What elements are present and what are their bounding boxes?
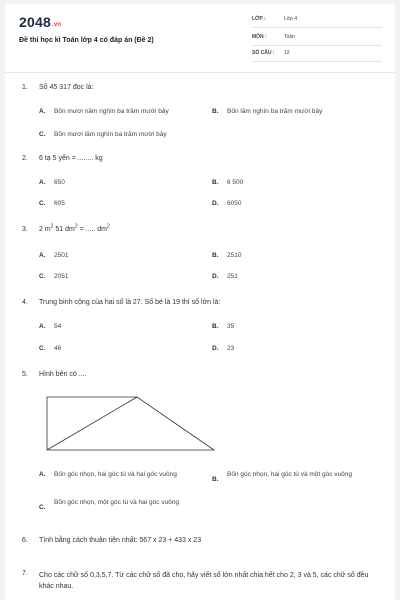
question-text: 2 $m^2$ 51 $dm^2$ = ..... $dm^2$ [39, 223, 110, 233]
question-6 [22, 537, 201, 544]
question-3 [22, 223, 110, 233]
question-2 [22, 155, 103, 162]
q3-option-b[interactable]: B. 2510 [212, 252, 242, 259]
question-4 [22, 299, 220, 306]
meta-subject-label: MÔN : [252, 34, 267, 40]
q1-option-c[interactable]: C. Bốn mươi lăm nghìn ba trăm mười bảy [39, 131, 167, 138]
question-number: 3. [22, 226, 28, 233]
exam-page [5, 4, 395, 600]
question-text: Hình bên có .... [39, 371, 87, 378]
page-title: Đề thi học kì Toán lớp 4 có đáp án (Đề 2) [19, 37, 154, 44]
q5-option-a[interactable]: A. Bốn góc nhọn, hai góc tù và hai góc vuông [39, 471, 177, 478]
meta-subject-row [252, 31, 382, 46]
q3-option-a[interactable]: A. 2501 [39, 252, 69, 259]
question-text: Trung bình cộng của hai số là 27. Số bé là 19 thì số lớn là: [39, 299, 221, 306]
q3-option-d[interactable]: D. 251 [212, 273, 238, 280]
q4-option-d[interactable]: D. 23 [212, 345, 235, 352]
q1-option-a[interactable]: A. Bốn mươi năm nghìn ba trăm mười bảy [39, 108, 169, 115]
question-number: 6. [22, 537, 28, 544]
page-header [5, 4, 395, 73]
q2-option-c[interactable]: C. 605 [39, 200, 65, 207]
logo[interactable] [19, 14, 61, 30]
q2-option-d[interactable]: D. 6050 [212, 200, 242, 207]
q4-option-b[interactable]: B. 35 [212, 323, 235, 330]
meta-count-value: 12 [284, 50, 290, 56]
question-text: 6 tạ 5 yến = ........ kg [39, 155, 103, 162]
q2-option-b[interactable]: B. 6 500 [212, 179, 244, 186]
question-text: Tính bằng cách thuận tiện nhất: 567 x 23 + 433 x 23 [39, 537, 202, 544]
quadrilateral-figure [46, 396, 216, 452]
question-number: 4. [22, 299, 28, 306]
figure-diagonal [47, 397, 137, 450]
figure-outline [47, 397, 214, 450]
question-number: 1. [22, 84, 28, 91]
logo-suffix: .vn [51, 22, 62, 28]
question-5 [22, 371, 86, 378]
q4-option-c[interactable]: C. 46 [39, 345, 62, 352]
q5-option-c[interactable]: C.Bốn góc nhọn, một góc tù và hai góc vuông [39, 499, 180, 511]
question-number: 7. [22, 570, 28, 577]
logo-text: 2048 [19, 14, 51, 30]
question-number: 5. [22, 371, 28, 378]
q4-option-a[interactable]: A. 54 [39, 323, 62, 330]
q2-option-a[interactable]: A. 650 [39, 179, 65, 186]
question-number: 2. [22, 155, 28, 162]
question-text: Số 45 317 đọc là: [39, 84, 94, 91]
meta-class-label: LỚP : [252, 16, 266, 22]
q5-option-b[interactable]: B.Bốn góc nhọn, hai góc tù và một góc vuông [212, 471, 353, 483]
meta-subject-value: Toán [284, 34, 295, 40]
meta-class-value: Lớp 4 [284, 16, 298, 22]
meta-class-row [252, 13, 382, 28]
question-text: Cho các chữ số 0,3,5,7. Từ các chữ số đã cho, hãy viết số lớn nhất chia hết cho 2, 3 và 5, các chữ số đều khác nhau. [39, 572, 369, 590]
meta-count-label: SỐ CÂU : [252, 50, 275, 56]
meta-count-row [252, 47, 382, 62]
q3-option-c[interactable]: C. 2051 [39, 273, 69, 280]
question-1 [22, 84, 94, 91]
question-7 [22, 570, 374, 592]
q1-option-b[interactable]: B. Bốn lăm nghìn ba trăm mười bảy [212, 108, 323, 115]
